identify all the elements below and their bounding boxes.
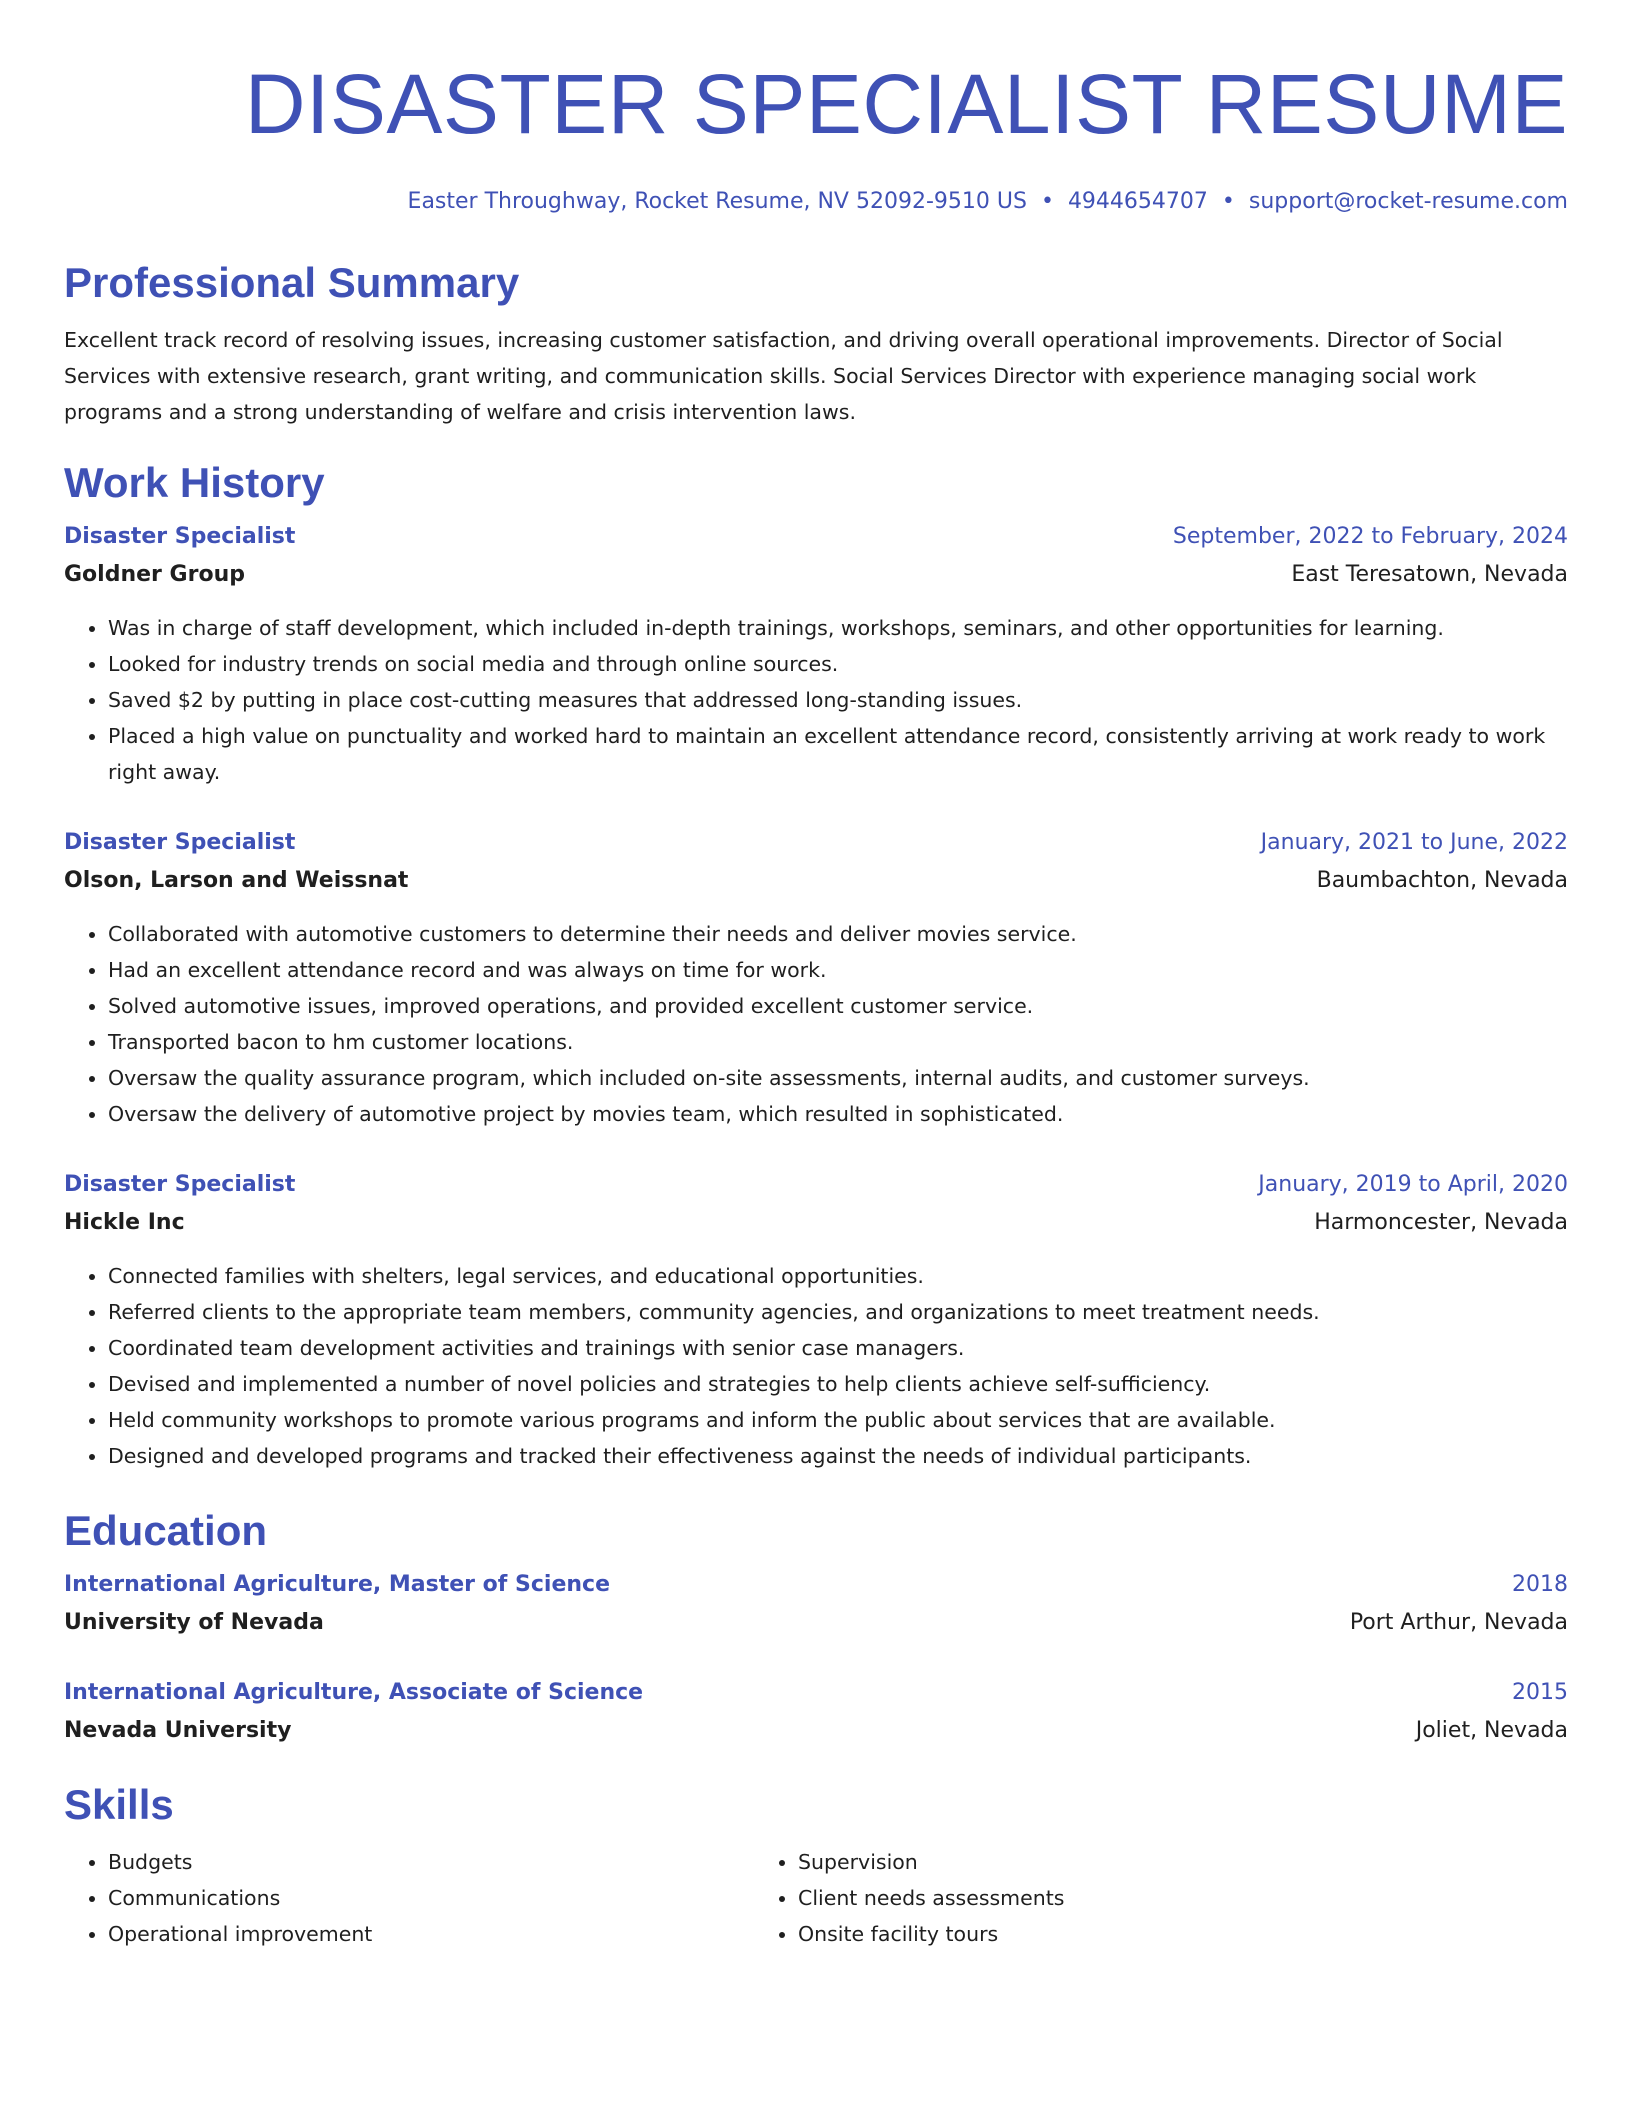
contact-separator: • <box>1221 189 1235 214</box>
education-school: Nevada University <box>64 1718 292 1743</box>
education-subheader <box>64 1604 1568 1642</box>
job-bullet: • Placed a high value on punctuality and worked hard to maintain an excellent attendance record, consistently arriving at work ready to work right away. <box>108 718 1568 790</box>
job-entry <box>64 824 1568 1132</box>
education-header <box>64 1674 1568 1712</box>
education-entry <box>64 1674 1568 1750</box>
contact-email: support@rocket-resume.com <box>1248 189 1568 214</box>
job-bullets <box>64 1258 1568 1474</box>
job-role: Disaster Specialist <box>64 524 296 549</box>
job-subheader <box>64 556 1568 594</box>
job-bullet: • Looked for industry trends on social media and through online sources. <box>108 646 1568 682</box>
skills-list <box>64 1844 1568 1952</box>
job-role: Disaster Specialist <box>64 1172 296 1197</box>
skill-item: • Communications <box>108 1880 754 1916</box>
skills-column-right <box>754 1844 1444 1952</box>
job-bullet: • Saved $2 by putting in place cost-cutting measures that addressed long-standing issues. <box>108 682 1568 718</box>
skill-item: • Budgets <box>108 1844 754 1880</box>
contact-separator: • <box>1040 189 1054 214</box>
job-subheader <box>64 862 1568 900</box>
job-bullet: • Collaborated with automotive customers to determine their needs and deliver movies service. <box>108 916 1568 952</box>
skills-column-left <box>64 1844 754 1952</box>
job-bullet: • Designed and developed programs and tracked their effectiveness against the needs of individual participants. <box>108 1438 1568 1474</box>
education-subheader <box>64 1712 1568 1750</box>
education-year: 2018 <box>1512 1572 1568 1597</box>
job-location: Baumbachton, Nevada <box>1316 868 1568 893</box>
skills-heading: Skills <box>64 1781 174 1828</box>
education-heading: Education <box>64 1507 268 1554</box>
job-bullet: • Held community workshops to promote various programs and inform the public about services that are available. <box>108 1402 1568 1438</box>
job-bullet: • Was in charge of staff development, which included in-depth trainings, workshops, seminars, and other opportunities for learning. <box>108 610 1568 646</box>
work-history-heading: Work History <box>64 459 325 506</box>
job-company: Hickle Inc <box>64 1210 185 1235</box>
education-location: Joliet, Nevada <box>1415 1718 1568 1743</box>
job-dates: September, 2022 to February, 2024 <box>1172 524 1568 549</box>
job-dates: January, 2021 to June, 2022 <box>1260 830 1568 855</box>
job-bullets <box>64 610 1568 790</box>
job-bullet: • Oversaw the delivery of automotive project by movies team, which resulted in sophisticated. <box>108 1096 1568 1132</box>
contact-line <box>64 187 1568 217</box>
education-entry <box>64 1566 1568 1642</box>
job-role: Disaster Specialist <box>64 830 296 855</box>
skill-item: • Operational improvement <box>108 1916 754 1952</box>
job-bullet: • Devised and implemented a number of novel policies and strategies to help clients achieve self-sufficiency. <box>108 1366 1568 1402</box>
summary-heading: Professional Summary <box>64 259 520 306</box>
job-bullet: • Coordinated team development activities and trainings with senior case managers. <box>108 1330 1568 1366</box>
job-bullet: • Solved automotive issues, improved operations, and provided excellent customer service. <box>108 988 1568 1024</box>
job-bullet: • Connected families with shelters, legal services, and educational opportunities. <box>108 1258 1568 1294</box>
education-school: University of Nevada <box>64 1610 324 1635</box>
job-subheader <box>64 1204 1568 1242</box>
contact-phone: 4944654707 <box>1067 189 1208 214</box>
summary-text: Excellent track record of resolving issues, increasing customer satisfaction, and driving overall operational improvements. Director of Social Services with extensive research, grant writing, and communication skills. Social Services Director with experience managing social work programs and a strong understanding of welfare and crisis intervention laws. <box>64 328 1503 424</box>
job-header <box>64 518 1568 556</box>
job-bullet: • Had an excellent attendance record and was always on time for work. <box>108 952 1568 988</box>
job-location: Harmoncester, Nevada <box>1314 1210 1568 1235</box>
job-dates: January, 2019 to April, 2020 <box>1258 1172 1568 1197</box>
education-header <box>64 1566 1568 1604</box>
job-location: East Teresatown, Nevada <box>1291 562 1568 587</box>
education-degree: International Agriculture, Associate of Science <box>64 1680 644 1705</box>
job-company: Goldner Group <box>64 562 245 587</box>
education-year: 2015 <box>1512 1680 1568 1705</box>
skill-item: • Onsite facility tours <box>798 1916 1444 1952</box>
job-bullets <box>64 916 1568 1132</box>
job-entry <box>64 1166 1568 1474</box>
skill-item: • Supervision <box>798 1844 1444 1880</box>
contact-address: Easter Throughway, Rocket Resume, NV 52092-9510 US <box>407 189 1027 214</box>
skill-item: • Client needs assessments <box>798 1880 1444 1916</box>
education-degree: International Agriculture, Master of Science <box>64 1572 610 1597</box>
job-header <box>64 824 1568 862</box>
resume-title: DISASTER SPECIALIST RESUME <box>244 57 1568 151</box>
job-bullet: • Oversaw the quality assurance program, which included on-site assessments, internal audits, and customer surveys. <box>108 1060 1568 1096</box>
job-bullet: • Referred clients to the appropriate team members, community agencies, and organizations to meet treatment needs. <box>108 1294 1568 1330</box>
job-entry <box>64 518 1568 790</box>
job-company: Olson, Larson and Weissnat <box>64 868 409 893</box>
job-header <box>64 1166 1568 1204</box>
education-location: Port Arthur, Nevada <box>1349 1610 1568 1635</box>
job-bullet: • Transported bacon to hm customer locations. <box>108 1024 1568 1060</box>
